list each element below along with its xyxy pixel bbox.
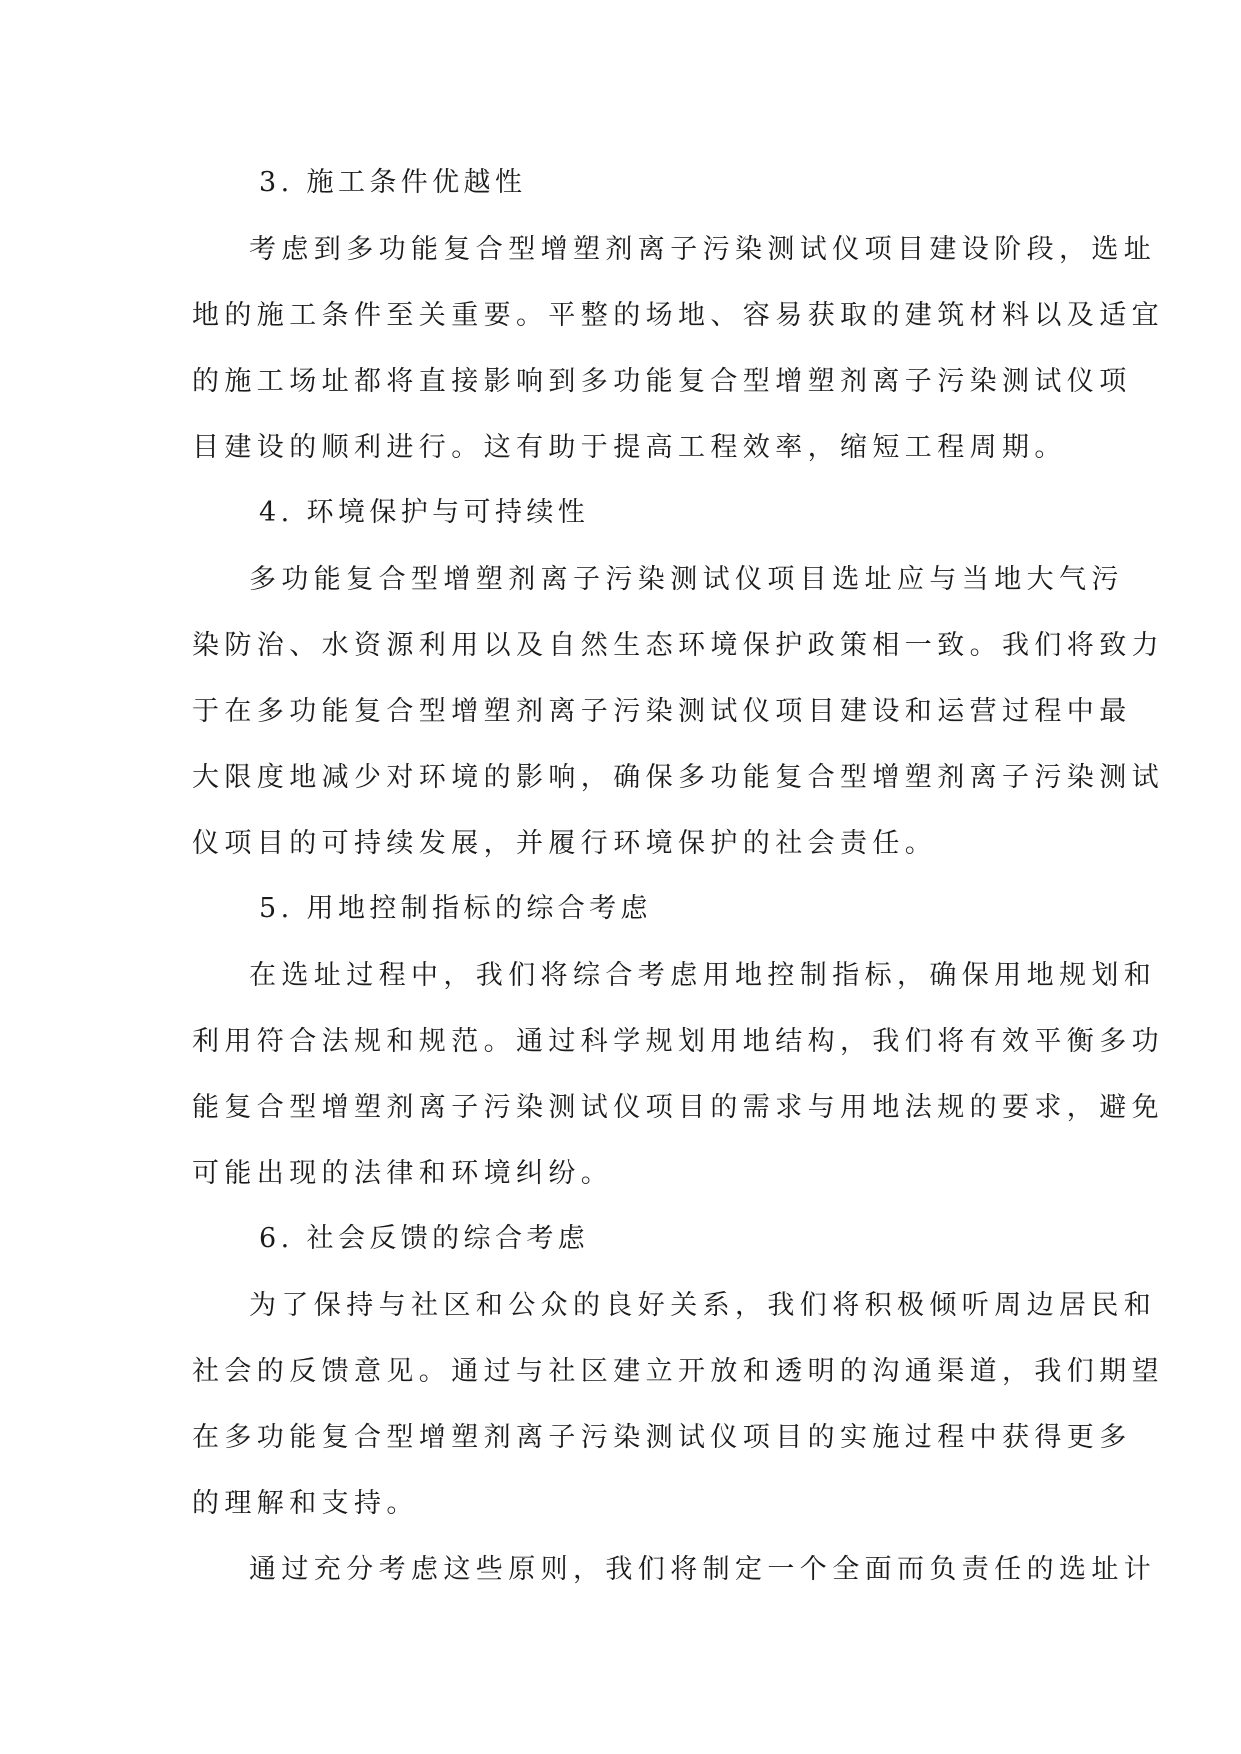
paragraph-line	[0, 230, 1241, 270]
paragraph-line	[0, 626, 1241, 666]
section-heading	[0, 493, 1241, 533]
paragraph-line-text: 大限度地减少对环境的影响，确保多功能复合型增塑剂离子污染测试	[192, 762, 1164, 793]
paragraph-line-text: 地的施工条件至关重要。平整的场地、容易获取的建筑材料以及适宜	[192, 300, 1164, 331]
section-heading	[0, 1219, 1241, 1259]
paragraph-line	[0, 758, 1241, 798]
paragraph-line-text: 社会的反馈意见。通过与社区建立开放和透明的沟通渠道，我们期望	[192, 1356, 1164, 1387]
paragraph-line	[0, 1352, 1241, 1392]
paragraph-line-text: 可能出现的法律和环境纠纷。	[192, 1158, 614, 1189]
paragraph-line	[0, 824, 1241, 864]
paragraph-line	[0, 1286, 1241, 1326]
paragraph-line-text: 的施工场址都将直接影响到多功能复合型增塑剂离子污染测试仪项	[192, 366, 1132, 397]
paragraph-line	[0, 1088, 1241, 1128]
paragraph-line	[0, 1484, 1241, 1524]
paragraph-line-text: 利用符合法规和规范。通过科学规划用地结构，我们将有效平衡多功	[192, 1026, 1164, 1057]
paragraph-line	[0, 1154, 1241, 1194]
paragraph-line-text: 多功能复合型增塑剂离子污染测试仪项目选址应与当地大气污	[249, 564, 1124, 595]
paragraph-line	[0, 428, 1241, 468]
paragraph-line-text: 考虑到多功能复合型增塑剂离子污染测试仪项目建设阶段，选址	[249, 234, 1157, 265]
paragraph-line-text: 能复合型增塑剂离子污染测试仪项目的需求与用地法规的要求，避免	[192, 1092, 1164, 1123]
section-heading	[0, 889, 1241, 929]
paragraph-line-text: 于在多功能复合型增塑剂离子污染测试仪项目建设和运营过程中最	[192, 696, 1132, 727]
paragraph-line	[0, 1418, 1241, 1458]
section-heading-text: 4. 环境保护与可持续性	[259, 497, 590, 528]
section-heading	[0, 163, 1241, 203]
section-heading-text: 5. 用地控制指标的综合考虑	[259, 893, 652, 924]
paragraph-line-text: 的理解和支持。	[192, 1488, 419, 1519]
paragraph-line-text: 在多功能复合型增塑剂离子污染测试仪项目的实施过程中获得更多	[192, 1422, 1132, 1453]
paragraph-line-text: 目建设的顺利进行。这有助于提高工程效率，缩短工程周期。	[192, 432, 1067, 463]
paragraph-line	[0, 296, 1241, 336]
paragraph-line	[0, 560, 1241, 600]
paragraph-line-text: 在选址过程中，我们将综合考虑用地控制指标，确保用地规划和	[249, 960, 1157, 991]
paragraph-line	[0, 1022, 1241, 1062]
section-heading-text: 3. 施工条件优越性	[259, 167, 527, 198]
section-heading-text: 6. 社会反馈的综合考虑	[259, 1223, 590, 1254]
paragraph-line-text: 染防治、水资源利用以及自然生态环境保护政策相一致。我们将致力	[192, 630, 1164, 661]
paragraph-line-text: 为了保持与社区和公众的良好关系，我们将积极倾听周边居民和	[249, 1290, 1157, 1321]
paragraph-line-text: 通过充分考虑这些原则，我们将制定一个全面而负责任的选址计	[249, 1554, 1157, 1585]
paragraph-line	[0, 1550, 1241, 1590]
paragraph-line	[0, 692, 1241, 732]
paragraph-line	[0, 362, 1241, 402]
paragraph-line-text: 仪项目的可持续发展，并履行环境保护的社会责任。	[192, 828, 938, 859]
paragraph-line	[0, 956, 1241, 996]
